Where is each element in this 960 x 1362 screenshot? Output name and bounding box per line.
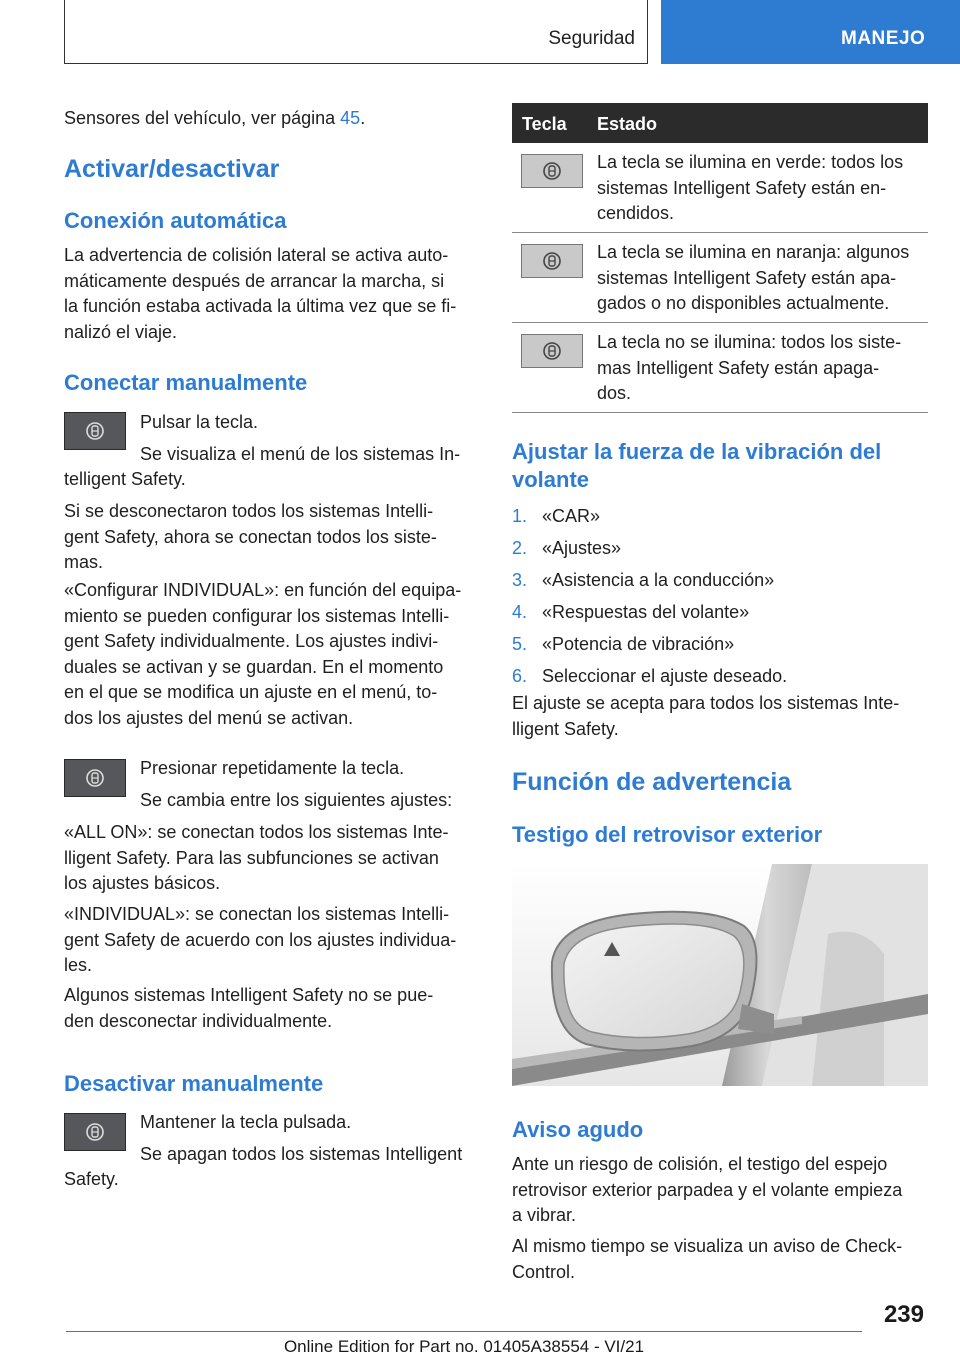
table-row (597, 330, 901, 407)
manual-on-step2a: Se visualiza el menú de los sistemas In- (140, 444, 461, 464)
text-line: en el que se modifica un ajuste en el menú, to- (64, 682, 438, 702)
intelligent-safety-button-icon (64, 412, 126, 450)
manual-off-step1: Mantener la tecla pulsada. (140, 1112, 352, 1132)
table-header (512, 103, 928, 143)
divider (512, 412, 928, 413)
some-systems-paragraph (64, 983, 433, 1034)
text-line: La tecla se ilumina en naranja: algunos (597, 242, 910, 262)
mirror-illustration (512, 864, 928, 1086)
text-line: les. (64, 955, 93, 975)
list-item: 3. «Asistencia a la conducción» (512, 570, 775, 590)
heading-acute: Aviso agudo (512, 1117, 644, 1142)
text-line: «ALL ON»: se conectan todos los sistemas Inte- (64, 822, 449, 842)
text-line: dos los ajustes del menú se activan. (64, 707, 354, 728)
list-item: 6. Seleccionar el ajuste deseado. (512, 666, 788, 686)
header-frame (64, 0, 648, 64)
text-line: Si se desconectaron todos los sistemas Intelli- (64, 501, 434, 521)
page-number: 239 (883, 1301, 924, 1328)
text-line: «Configurar INDIVIDUAL»: en función del equipa- (64, 580, 462, 600)
all-on-paragraph (64, 820, 449, 897)
heading-vibration (512, 438, 881, 494)
table-row (597, 150, 903, 227)
text-line: a vibrar. (512, 1205, 577, 1225)
manual-on-step1: Pulsar la tecla. (140, 412, 259, 432)
intelligent-safety-button-icon (64, 759, 126, 797)
switch-between: Se cambia entre los siguientes ajustes: (140, 790, 453, 810)
text-line: duales se activan y se guardan. En el momento (64, 656, 444, 677)
text-line: Al mismo tiempo se visualiza un aviso de Check- (512, 1236, 903, 1256)
manual-off-step2a: Se apagan todos los sistemas Intelligent (140, 1144, 463, 1164)
text-line: la función estaba activada la última vez que se fi- (64, 296, 457, 316)
text-line: lligent Safety. (512, 718, 619, 739)
checkcontrol-paragraph (512, 1234, 902, 1285)
heading-mirror: Testigo del retrovisor exterior (512, 822, 823, 847)
heading-activate: Activar/desactivar (64, 155, 280, 183)
steps-list (512, 500, 787, 692)
divider (512, 322, 928, 323)
text-line: «INDIVIDUAL»: se conectan los sistemas Intelli- (64, 904, 450, 924)
text-line: lligent Safety. Para las subfunciones se activan (64, 847, 439, 868)
section-title: Seguridad (548, 28, 635, 49)
intro-end: . (360, 108, 366, 128)
text-line: cendidos. (597, 203, 675, 223)
text-line: Ante un riesgo de colisión, el testigo del espejo (512, 1154, 888, 1174)
text-line: mas. (64, 552, 104, 572)
intelligent-safety-button-icon (64, 1113, 126, 1151)
text-line: sistemas Intelligent Safety están apa- (597, 267, 897, 288)
chapter-tab[interactable] (661, 0, 960, 64)
text-line: gent Safety, ahora se conectan todos los siste- (64, 526, 437, 547)
disconnected-paragraph (64, 499, 437, 576)
acute-paragraph (512, 1152, 902, 1229)
text-line: máticamente después de arrancar la marcha, si (64, 270, 445, 291)
text-line: retrovisor exterior parpadea y el volante empieza (512, 1179, 903, 1200)
page-link[interactable]: 45 (340, 108, 361, 128)
text-line: mas Intelligent Safety están apaga- (597, 357, 880, 378)
manual-on-step2b: telligent Safety. (64, 469, 186, 489)
edition-footer: Online Edition for Part no. 01405A38554 - VI/21 (283, 1337, 645, 1356)
text-line: Algunos sistemas Intelligent Safety no se pue- (64, 985, 434, 1005)
column-header-key: Tecla (522, 114, 567, 134)
heading-manual-off: Desactivar manualmente (64, 1071, 324, 1096)
heading-line: Ajustar la fuerza de la vibración del (512, 439, 882, 464)
list-item: 4. «Respuestas del volante» (512, 602, 750, 622)
text-line: gent Safety individualmente. Los ajustes indivi- (64, 631, 439, 651)
intro-paragraph (64, 106, 365, 132)
heading-line: volante (512, 467, 590, 492)
intro-text: Sensores del vehículo, ver página (64, 108, 341, 128)
text-line: gados o no disponibles actualmente. (597, 293, 890, 313)
accepted-paragraph (512, 691, 899, 742)
text-line: La tecla se ilumina en verde: todos los (597, 152, 904, 172)
divider (512, 232, 928, 233)
text-line: nalizó el viaje. (64, 321, 178, 342)
text-line: Control. (512, 1261, 576, 1282)
heading-manual-on: Conectar manualmente (64, 370, 308, 395)
manual-off-step2b: Safety. (64, 1169, 119, 1189)
text-line: los ajustes básicos. (64, 873, 221, 893)
text-line: dos. (597, 383, 632, 403)
footer-divider (66, 1331, 862, 1332)
configure-paragraph (64, 578, 461, 731)
list-item: 5. «Potencia de vibración» (512, 634, 735, 654)
text-line: miento se pueden configurar los sistemas Intelli- (64, 605, 450, 626)
chapter-label: MANEJO (841, 28, 926, 49)
text-line: La tecla no se ilumina: todos los siste- (597, 332, 902, 352)
heading-warning: Función de advertencia (512, 768, 792, 796)
list-item: 1. «CAR» (512, 506, 601, 526)
intelligent-safety-button-icon (521, 334, 583, 368)
table-row (597, 240, 909, 317)
text-line: La advertencia de colisión lateral se activa auto- (64, 245, 449, 265)
text-line: sistemas Intelligent Safety están en- (597, 177, 887, 198)
list-item: 2. «Ajustes» (512, 538, 622, 558)
individual-paragraph (64, 902, 456, 979)
auto-paragraph (64, 243, 456, 345)
text-line: El ajuste se acepta para todos los sistemas Inte- (512, 693, 900, 713)
intelligent-safety-button-icon (521, 154, 583, 188)
press-repeat: Presionar repetidamente la tecla. (140, 758, 405, 778)
text-line: den desconectar individualmente. (64, 1010, 333, 1031)
intelligent-safety-button-icon (521, 244, 583, 278)
text-line: gent Safety de acuerdo con los ajustes individua- (64, 929, 457, 950)
heading-auto: Conexión automática (64, 208, 287, 233)
column-header-state: Estado (597, 114, 658, 134)
